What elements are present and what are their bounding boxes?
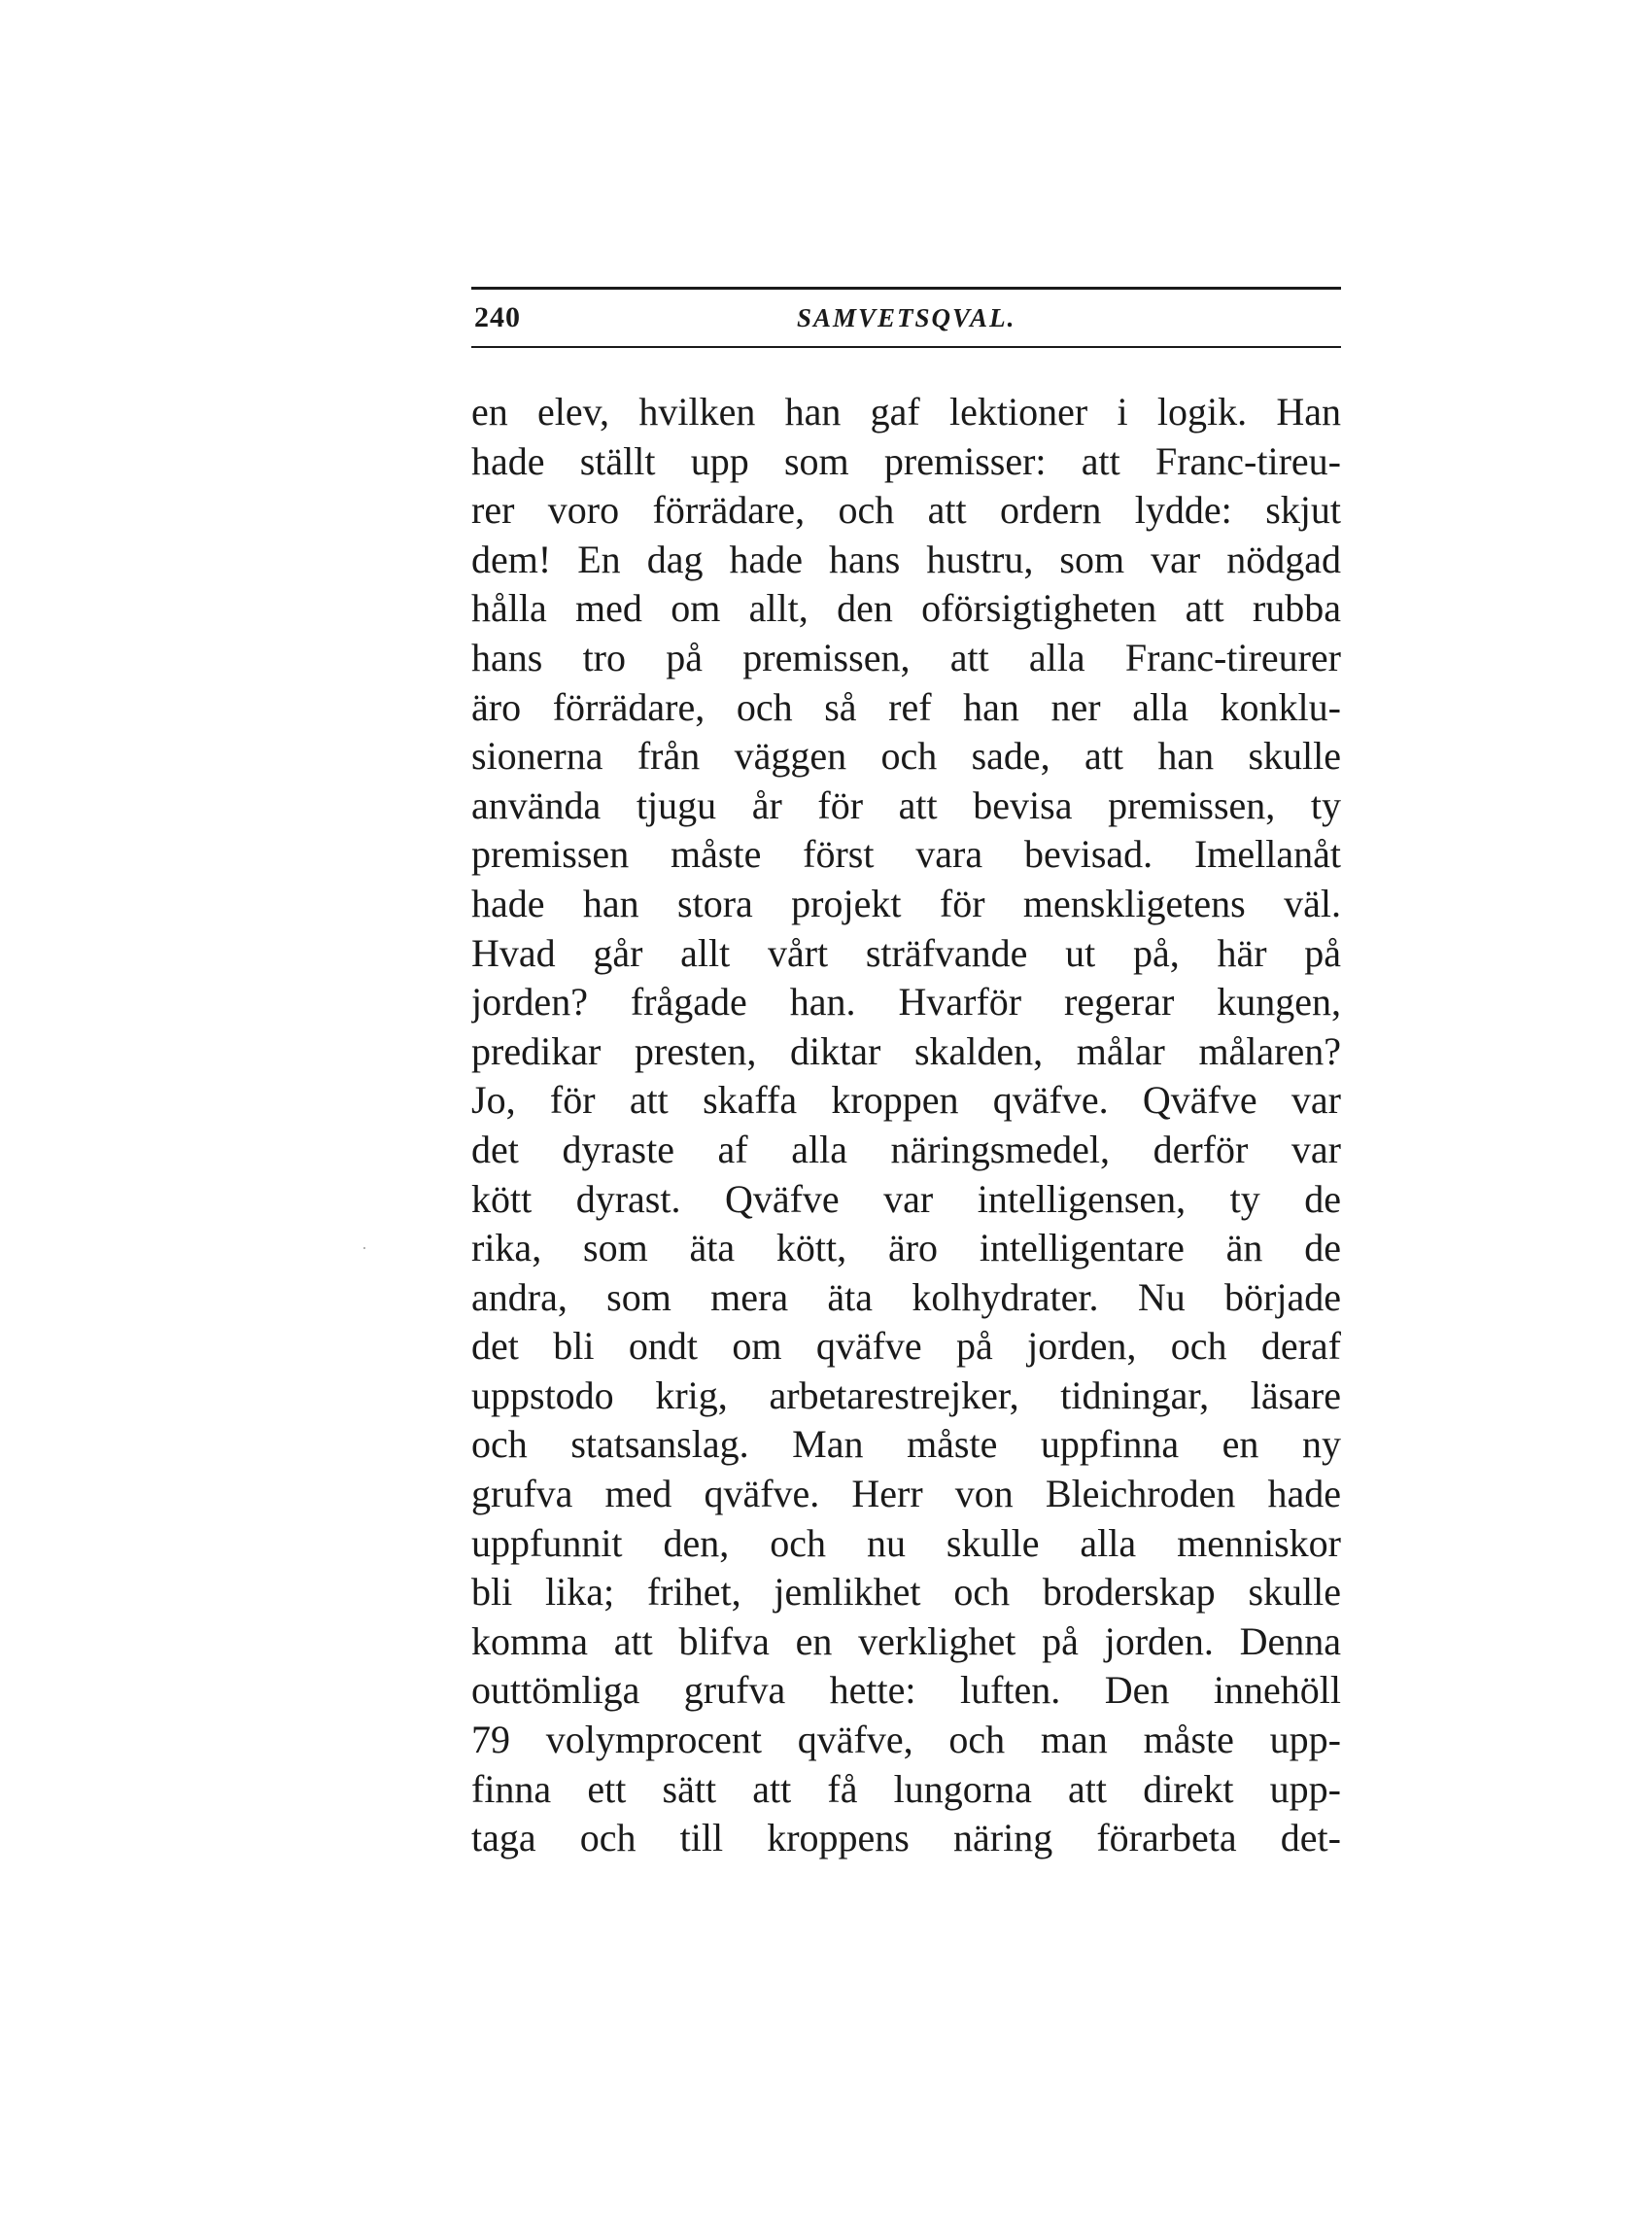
text-line: uppfunnit den, och nu skulle alla menniskor — [471, 1520, 1341, 1565]
running-head — [471, 301, 1341, 340]
text-line: kött dyrast. Qväfve var intelligensen, ty de — [471, 1176, 1341, 1221]
scan-speck — [363, 1247, 365, 1249]
text-line: rika, som äta kött, äro intelligentare än de — [471, 1226, 1341, 1270]
page-number: 240 — [474, 301, 521, 333]
text-line: bli lika; frihet, jemlikhet och broderskap skulle — [471, 1570, 1341, 1615]
text-line: predikar presten, diktar skalden, målar målaren? — [471, 1028, 1341, 1073]
text-line: det bli ondt om qväfve på jorden, och deraf — [471, 1324, 1341, 1369]
body-text — [471, 388, 1341, 1863]
text-line: Hvad går allt vårt sträfvande ut på, här på — [471, 930, 1341, 975]
text-line: komma att blifva en verklighet på jorden. Denna — [471, 1618, 1341, 1663]
text-line: äro förrädare, och så ref han ner alla konklu- — [471, 684, 1341, 729]
text-line: finna ett sätt att få lungorna att direkt upp- — [471, 1766, 1341, 1811]
text-line: andra, som mera äta kolhydrater. Nu började — [471, 1274, 1341, 1319]
running-title: SAMVETSQVAL. — [797, 303, 1016, 332]
text-line: hade han stora projekt för menskligetens väl. — [471, 881, 1341, 925]
text-line: rer voro förrädare, och att ordern lydde: skjut — [471, 488, 1341, 533]
text-line: Jo, för att skaffa kroppen qväfve. Qväfve var — [471, 1078, 1341, 1123]
text-line: outtömliga grufva hette: luften. Den innehöll — [471, 1668, 1341, 1713]
text-line: och statsanslag. Man måste uppfinna en ny — [471, 1422, 1341, 1467]
text-line: premissen måste först vara bevisad. Imellanåt — [471, 832, 1341, 877]
text-line: använda tjugu år för att bevisa premissen, ty — [471, 782, 1341, 827]
text-line: dem! En dag hade hans hustru, som var nödgad — [471, 537, 1341, 581]
header-rule-top — [471, 287, 1341, 290]
text-line: en elev, hvilken han gaf lektioner i logik. Han — [471, 390, 1341, 434]
text-line: sionerna från väggen och sade, att han skulle — [471, 734, 1341, 779]
text-line: hålla med om allt, den oförsigtigheten att rubba — [471, 586, 1341, 631]
text-line: jorden? frågade han. Hvarför regerar kungen, — [471, 980, 1341, 1025]
text-line: taga och till kroppens näring förarbeta det- — [471, 1816, 1341, 1860]
text-line: uppstodo krig, arbetarestrejker, tidningar, läsare — [471, 1373, 1341, 1417]
text-line: det dyraste af alla näringsmedel, derför var — [471, 1127, 1341, 1171]
text-line: grufva med qväfve. Herr von Bleichroden hade — [471, 1472, 1341, 1516]
header-rule-bottom — [471, 346, 1341, 348]
text-line: hade ställt upp som premisser: att Franc-tireu- — [471, 438, 1341, 483]
text-line: hans tro på premissen, att alla Franc-tireurer — [471, 635, 1341, 679]
text-line: 79 volymprocent qväfve, och man måste upp- — [471, 1718, 1341, 1762]
